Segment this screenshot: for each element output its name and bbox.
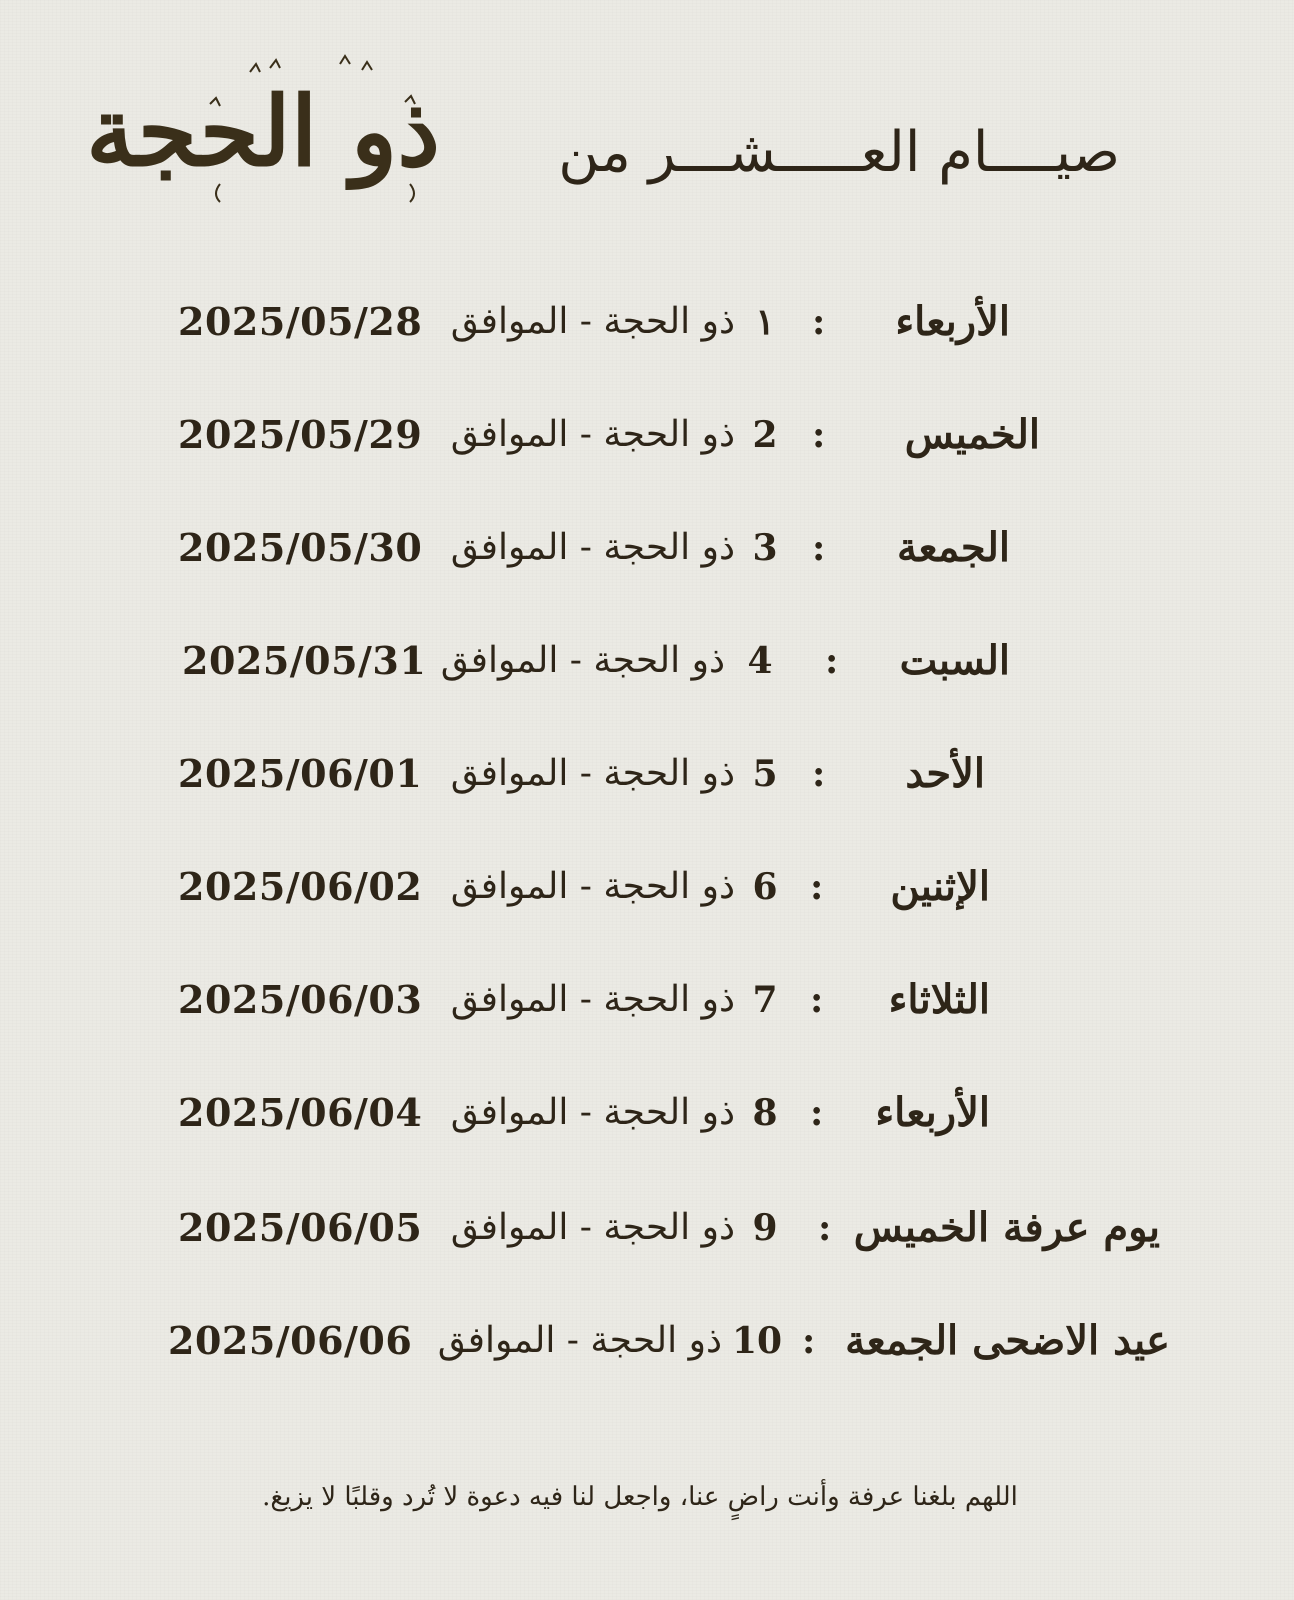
hijri-day-number: 10: [732, 1320, 783, 1362]
gregorian-date: 2025/05/28: [178, 299, 423, 344]
hijri-day-number: ١: [755, 301, 775, 343]
fasting-day-row-3: [150, 518, 1170, 578]
hijri-day-number: 4: [747, 640, 773, 682]
separator-colon: :: [812, 527, 826, 569]
gregorian-date: 2025/06/04: [178, 1090, 423, 1135]
gregorian-date: 2025/06/05: [178, 1205, 423, 1250]
fasting-day-row-8: [150, 1083, 1170, 1143]
gregorian-date: 2025/05/30: [178, 525, 423, 570]
hijri-month-label: ذو الحجة - الموافق: [437, 1320, 722, 1361]
separator-colon: :: [810, 979, 824, 1021]
hijri-month-label: ذو الحجة - الموافق: [450, 527, 735, 568]
gregorian-date: 2025/06/03: [178, 977, 423, 1022]
day-name: الإثنين: [890, 863, 990, 910]
page-title: صيــــام العـــــشـــر من: [558, 120, 1120, 185]
day-name: يوم عرفة الخميس: [853, 1204, 1160, 1251]
separator-colon: :: [812, 414, 826, 456]
hijri-month-label: ذو الحجة - الموافق: [450, 866, 735, 907]
day-name: الأربعاء: [895, 298, 1010, 345]
closing-prayer: اللهم بلغنا عرفة وأنت راضٍ عنا، واجعل لنا فيه دعوة لا تُرد وقلبًا لا يزيغ.: [262, 1482, 1018, 1512]
hijri-day-number: 5: [752, 753, 778, 795]
hijri-month-label: ذو الحجة - الموافق: [450, 753, 735, 794]
hijri-day-number: 9: [752, 1207, 778, 1249]
fasting-day-row-2: [150, 405, 1170, 465]
hijri-day-number: 6: [752, 866, 778, 908]
separator-colon: :: [825, 640, 839, 682]
gregorian-date: 2025/06/06: [168, 1318, 413, 1363]
separator-colon: :: [812, 753, 826, 795]
hijri-month-label: ذو الحجة - الموافق: [440, 640, 725, 681]
separator-colon: :: [812, 301, 826, 343]
day-name: الأحد: [905, 750, 985, 797]
day-name: الجمعة: [897, 524, 1010, 571]
day-name: الخميس: [904, 411, 1040, 458]
day-name: السبت: [899, 637, 1010, 684]
separator-colon: :: [810, 1092, 824, 1134]
fasting-day-row-1: [150, 292, 1170, 352]
fasting-day-row-5: [150, 744, 1170, 804]
hijri-month-label: ذو الحجة - الموافق: [450, 1207, 735, 1248]
logo-text: ذو الحجة: [86, 75, 440, 188]
gregorian-date: 2025/05/31: [182, 638, 427, 683]
separator-colon: :: [810, 866, 824, 908]
gregorian-date: 2025/06/01: [178, 751, 423, 796]
hijri-day-number: 2: [752, 414, 778, 456]
hijri-day-number: 3: [752, 527, 778, 569]
dhul-hijjah-calligraphy-logo: [86, 44, 440, 224]
hijri-month-label: ذو الحجة - الموافق: [450, 301, 735, 342]
hijri-month-label: ذو الحجة - الموافق: [450, 414, 735, 455]
hijri-day-number: 7: [752, 979, 778, 1021]
fasting-day-row-6: [150, 857, 1170, 917]
day-name: عيد الاضحى الجمعة: [845, 1317, 1170, 1364]
separator-colon: :: [802, 1320, 816, 1362]
fasting-day-row-7: [150, 970, 1170, 1030]
gregorian-date: 2025/06/02: [178, 864, 423, 909]
hijri-month-label: ذو الحجة - الموافق: [450, 1092, 735, 1133]
day-name: الأربعاء: [875, 1089, 990, 1136]
hijri-day-number: 8: [752, 1092, 778, 1134]
gregorian-date: 2025/05/29: [178, 412, 423, 457]
day-name: الثلاثاء: [888, 976, 990, 1023]
fasting-day-row-9: [150, 1198, 1170, 1258]
hijri-month-label: ذو الحجة - الموافق: [450, 979, 735, 1020]
fasting-day-row-4: [150, 631, 1170, 691]
separator-colon: :: [818, 1207, 832, 1249]
fasting-day-row-10: [150, 1311, 1170, 1371]
